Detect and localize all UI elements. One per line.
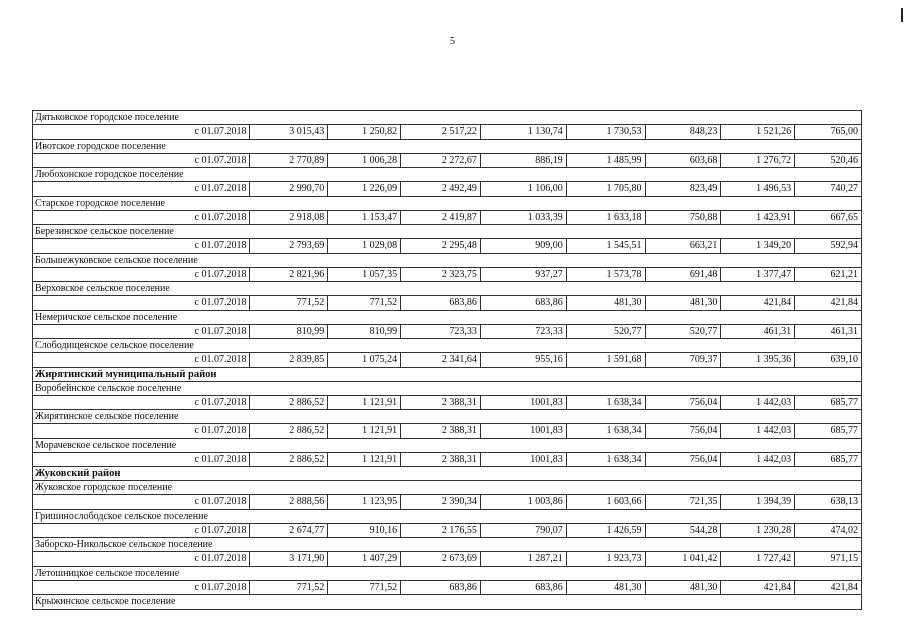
table-row [33,524,861,539]
value-cell: 1 230,28 [721,524,795,538]
value-cell: 3 171,90 [250,552,328,566]
value-cell: 909,00 [481,239,567,253]
value-cell: 638,13 [830,496,859,507]
value-cell: 2 419,87 [401,211,481,225]
date-cell: с 01.07.2018 [33,325,250,339]
value-cell: 910,16 [328,524,401,538]
value-cell: 603,68 [646,154,722,168]
tariff-table [32,110,862,610]
value-cell: 756,04 [646,453,722,467]
value-cell: 955,16 [481,353,567,367]
value-cell: 721,35 [646,495,722,509]
table-row [33,182,861,197]
value-cell: 2 341,64 [401,353,481,367]
value-cell: 771,52 [328,581,401,595]
value-cell: 474,02 [830,524,859,536]
value-cell: 1 075,24 [328,353,401,367]
value-cell: 1001,83 [481,424,567,438]
value-cell: 683,86 [481,296,567,310]
value-cell: 2 990,70 [250,182,328,196]
value-cell: 2 673,69 [401,552,481,566]
date-cell: с 01.07.2018 [33,125,250,139]
value-cell: 810,99 [328,325,401,339]
value-cell: 1 287,21 [481,552,567,566]
value-cell: 1 106,00 [481,182,567,196]
value-cell: 1001,83 [481,396,567,410]
value-cell: 1 377,47 [721,268,795,282]
value-cell: 520,77 [567,325,646,339]
value-cell: 2 886,52 [250,396,328,410]
value-cell: 520,46 [830,154,859,166]
value-cell: 756,04 [646,396,722,410]
value-cell: 1 442,03 [721,424,795,438]
value-cell: 1 545,51 [567,239,646,253]
value-cell: 1 638,34 [567,453,646,467]
date-cell: с 01.07.2018 [33,154,250,168]
value-cell: 2 517,22 [401,125,481,139]
settlement-name: Дятьковское городское поселение [33,111,861,125]
value-cell: 1 349,20 [721,239,795,253]
value-cell: 3 015,43 [250,125,328,139]
value-cell: 663,21 [646,239,722,253]
value-cell: 1 394,39 [721,495,795,509]
table-row [33,495,861,510]
value-cell: 1 121,91 [328,424,401,438]
value-cell: 1 521,26 [721,125,795,139]
value-cell: 1 705,80 [567,182,646,196]
value-cell: 1 057,35 [328,268,401,282]
value-cell: 2 793,69 [250,239,328,253]
settlement-name: Летошницкое сельское поселение [33,567,861,581]
date-cell: с 01.07.2018 [33,424,250,438]
value-cell: 2 886,52 [250,424,328,438]
value-cell: 771,52 [250,296,328,310]
value-cell: 461,31 [721,325,795,339]
value-cell: 937,27 [481,268,567,282]
table-row [33,325,861,340]
value-cell: 2 295,48 [401,239,481,253]
table-row [33,211,861,226]
table-row [33,424,861,439]
table-row [33,268,861,283]
value-cell: 723,33 [481,325,567,339]
value-cell: 1 003,86 [481,495,567,509]
value-cell: 461,31 [830,325,859,337]
value-cell: 683,86 [401,296,481,310]
value-cell: 1 730,53 [567,125,646,139]
table-row [33,353,861,368]
date-cell: с 01.07.2018 [33,296,250,310]
value-cell: 639,10 [830,354,859,365]
table-row [33,581,861,596]
table-row [33,239,861,254]
value-cell: 621,21 [830,268,859,280]
value-cell: 1 276,72 [721,154,795,168]
value-cell: 481,30 [646,296,722,310]
value-cell: 2 323,75 [401,268,481,282]
value-cell: 592,94 [830,240,859,251]
date-cell: с 01.07.2018 [33,581,250,595]
value-cell: 1 041,42 [646,552,722,566]
date-cell: с 01.07.2018 [33,239,250,253]
value-cell: 810,99 [250,325,328,339]
value-cell: 1 250,82 [328,125,401,139]
settlement-name: Морачевское сельское поселение [33,439,861,453]
value-cell: 886,19 [481,154,567,168]
settlement-name: Воробейнское сельское поселение [33,382,861,396]
settlement-name: Гришинослободское сельское поселение [33,510,861,524]
value-cell: 1001,83 [481,453,567,467]
value-cell: 1 638,34 [567,424,646,438]
value-cell: 2 388,31 [401,424,481,438]
value-cell: 481,30 [646,581,722,595]
table-row [33,296,861,311]
value-cell: 2 390,34 [401,495,481,509]
table-row [33,453,861,468]
value-cell: 1 496,53 [721,182,795,196]
table-row [33,125,861,140]
settlement-name: Старское городское поселение [33,197,861,211]
value-cell: 823,49 [646,182,722,196]
settlement-name: Немеричское сельское поселение [33,311,861,325]
settlement-name: Слободищенское сельское поселение [33,339,861,353]
value-cell: 971,15 [830,553,859,564]
value-cell: 709,37 [646,353,722,367]
settlement-name: Крыжинское сельское поселение [35,596,176,607]
settlement-name: Верховское сельское поселение [33,282,861,296]
value-cell: 481,30 [567,296,646,310]
settlement-name: Заборско-Никольское сельское поселение [33,538,861,552]
value-cell: 1 573,78 [567,268,646,282]
value-cell: 1 121,91 [328,396,401,410]
value-cell: 2 918,08 [250,211,328,225]
value-cell: 1 426,59 [567,524,646,538]
value-cell: 667,65 [830,211,859,223]
value-cell: 1 603,66 [567,495,646,509]
table-row [33,154,861,169]
date-cell: с 01.07.2018 [33,396,250,410]
value-cell: 2 176,55 [401,524,481,538]
value-cell: 771,52 [328,296,401,310]
value-cell: 1 130,74 [481,125,567,139]
value-cell: 1 638,34 [567,396,646,410]
value-cell: 2 821,96 [250,268,328,282]
value-cell: 421,84 [830,297,859,308]
value-cell: 1 923,73 [567,552,646,566]
value-cell: 848,23 [646,125,722,139]
settlement-name: Березинское сельское поселение [33,225,861,239]
date-cell: с 01.07.2018 [33,211,250,225]
value-cell: 2 388,31 [401,396,481,410]
value-cell: 2 888,56 [250,495,328,509]
value-cell: 1 442,03 [721,396,795,410]
date-cell: с 01.07.2018 [33,353,250,367]
value-cell: 683,86 [401,581,481,595]
scan-edge-mark [901,8,903,22]
value-cell: 723,33 [401,325,481,339]
district-heading: Жуковский район [33,467,861,481]
value-cell: 685,77 [830,396,859,408]
date-cell: с 01.07.2018 [33,268,250,282]
value-cell: 2 388,31 [401,453,481,467]
page-number: 5 [450,36,455,47]
value-cell: 756,04 [646,424,722,438]
value-cell: 1 123,95 [328,495,401,509]
value-cell: 421,84 [721,296,795,310]
value-cell: 1 395,36 [721,353,795,367]
value-cell: 544,28 [646,524,722,538]
table-row [33,552,861,567]
value-cell: 1 485,99 [567,154,646,168]
value-cell: 421,84 [721,581,795,595]
settlement-name: Ивотское городское поселение [33,140,861,154]
settlement-name: Большежуковское сельское поселение [33,254,861,268]
value-cell: 1 153,47 [328,211,401,225]
value-cell: 481,30 [567,581,646,595]
value-cell: 1 633,18 [567,211,646,225]
value-cell: 421,84 [830,581,859,593]
value-cell: 1 006,28 [328,154,401,168]
value-cell: 1 442,03 [721,453,795,467]
value-cell: 1 029,08 [328,239,401,253]
value-cell: 2 272,67 [401,154,481,168]
value-cell: 520,77 [646,325,722,339]
value-cell: 2 770,89 [250,154,328,168]
value-cell: 1 727,42 [721,552,795,566]
settlement-name: Любохонское городское поселение [33,168,861,182]
table-row [33,396,861,411]
value-cell: 740,27 [830,183,859,194]
value-cell: 2 674,77 [250,524,328,538]
value-cell: 765,00 [830,126,859,137]
date-cell: с 01.07.2018 [33,182,250,196]
value-cell: 771,52 [250,581,328,595]
date-cell: с 01.07.2018 [33,552,250,566]
value-cell: 2 839,85 [250,353,328,367]
value-cell: 1 033,39 [481,211,567,225]
date-cell: с 01.07.2018 [33,453,250,467]
value-cell: 790,07 [481,524,567,538]
value-cell: 691,48 [646,268,722,282]
value-cell: 1 226,09 [328,182,401,196]
value-cell: 1 407,29 [328,552,401,566]
value-cell: 685,77 [830,425,859,436]
value-cell: 1 591,68 [567,353,646,367]
value-cell: 2 492,49 [401,182,481,196]
value-cell: 1 423,91 [721,211,795,225]
value-cell: 685,77 [830,453,859,465]
date-cell: с 01.07.2018 [33,495,250,509]
district-heading: Жирятинский муниципальный район [33,368,861,382]
value-cell: 2 886,52 [250,453,328,467]
settlement-name: Жуковское городское поселение [33,481,861,495]
date-cell: с 01.07.2018 [33,524,250,538]
value-cell: 1 121,91 [328,453,401,467]
settlement-name: Жирятинское сельское поселение [33,410,861,424]
value-cell: 683,86 [481,581,567,595]
value-cell: 750,88 [646,211,722,225]
